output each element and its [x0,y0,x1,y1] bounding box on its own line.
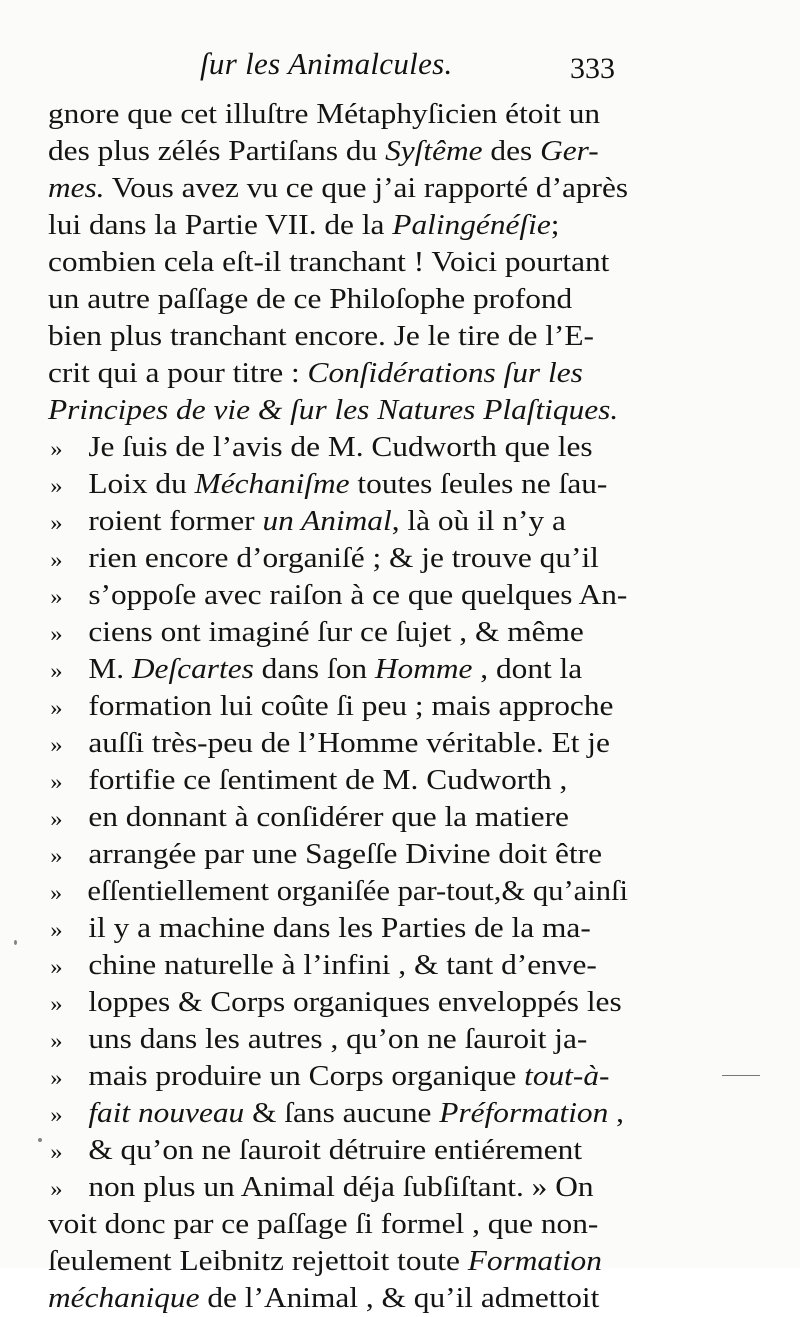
text-run: dans ſon [253,654,375,685]
text-line [48,355,628,392]
text-run: bien plus tranchant encore. Je le tire de l’E- [48,321,594,352]
text-run: voit donc par ce paſſage ſi formel , que non- [48,1209,599,1240]
quotation-mark: » [50,1176,63,1201]
text-run: arrangée par une Sageſſe Divine doit être [88,839,603,870]
quotation-mark: » [50,880,63,905]
quotation-mark: » [50,1065,63,1090]
italic-text: Homme [374,654,473,685]
text-run: rien encore d’organiſé ; & je trouve qu’il [88,543,599,574]
text-run: il y a machine dans les Parties de la ma- [88,913,591,944]
text-line [48,725,628,762]
italic-text: Méchaniſme [194,469,350,500]
text-line [48,133,628,170]
text-line [48,1058,628,1095]
text-run: & qu’on ne ſauroit détruire entiérement [88,1135,583,1166]
quotation-mark: » [50,510,63,535]
text-run: s’oppoſe avec raiſon à ce que quelques An- [88,580,628,611]
italic-text: Conſidérations ſur les [307,358,583,389]
quotation-mark: » [50,954,63,979]
text-line [48,873,628,910]
quotation-mark: » [50,1102,63,1127]
italic-text: mes. [48,173,105,204]
text-line [48,1169,628,1206]
text-run: uns dans les autres , qu’on ne ſauroit ja- [88,1024,588,1055]
quotation-mark: » [50,843,63,868]
italic-text: un Animal [262,506,392,537]
text-line [48,281,628,318]
text-run: , là où il n’y a [391,506,566,537]
quotation-mark: » [50,1139,63,1164]
text-run: fortifie ce ſentiment de M. Cudworth , [88,765,568,796]
text-line [48,1243,628,1280]
text-line [48,688,628,725]
text-line [48,1280,628,1317]
text-line [48,96,628,133]
ink-speck [38,1138,42,1142]
text-run: formation lui coûte ſi peu ; mais approche [88,691,614,722]
text-line [48,651,628,688]
text-line [48,1095,628,1132]
text-run: , dont la [472,654,583,685]
text-run: & ſans aucune [244,1098,440,1129]
text-run: loppes & Corps organiques enveloppés les [88,987,622,1018]
italic-text: Formation [467,1246,602,1277]
text-run: auſſi très-peu de l’Homme véritable. Et je [88,728,610,759]
text-run: en donnant à conſidérer que la matiere [88,802,569,833]
text-run: Vous avez vu ce que j’ai rapporté d’après [104,173,629,204]
body-text [48,96,628,1317]
text-run: chine naturelle à l’infini , & tant d’enve- [88,950,597,981]
quotation-mark: » [50,473,63,498]
italic-text: Préformation [439,1098,609,1129]
text-line [48,1206,628,1243]
quotation-mark: » [50,547,63,572]
text-run: de l’Animal , & qu’il admettoit [199,1283,600,1314]
text-run: combien cela eſt-il tranchant ! Voici pourtant [48,247,610,278]
text-line [48,540,628,577]
text-run: roient former [88,506,263,537]
text-run: , [608,1098,624,1129]
text-line [48,429,628,466]
text-line [48,244,628,281]
text-run: gnore que cet illuſtre Métaphyſicien étoit un [48,99,601,130]
quotation-mark: » [50,806,63,831]
text-run: ſeulement Leibnitz rejettoit toute [48,1246,468,1277]
text-run: des plus zélés Partiſans du [48,136,386,167]
italic-text: Syſtême [385,136,483,167]
text-line [48,318,628,355]
quotation-mark: » [50,436,63,461]
quotation-mark: » [50,991,63,1016]
text-line [48,1132,628,1169]
text-line [48,947,628,984]
text-run: ciens ont imaginé ſur ce ſujet , & même [88,617,584,648]
quotation-mark: » [50,621,63,646]
text-run: Loix du [88,469,195,500]
quotation-mark: » [50,695,63,720]
text-run: mais produire un Corps organique [88,1061,525,1092]
italic-text: méchanique [48,1283,200,1314]
page-number: 333 [570,52,615,85]
quotation-mark: » [50,658,63,683]
quotation-mark: » [50,769,63,794]
text-line [48,910,628,947]
italic-text: Ger- [540,136,599,167]
page-header [0,46,800,90]
quotation-mark: » [50,732,63,757]
text-line [48,170,628,207]
text-line [48,466,628,503]
text-line [48,392,628,429]
quotation-mark: » [50,1028,63,1053]
text-line [48,1021,628,1058]
quotation-mark: » [50,917,63,942]
text-run: non plus un Animal déja ſubſiſtant. » On [88,1172,594,1203]
text-line [48,984,628,1021]
text-run: toutes ſeules ne ſau- [349,469,608,500]
margin-mark [722,1075,760,1076]
text-run: des [482,136,541,167]
text-line [48,503,628,540]
italic-text: Deſcartes [131,654,254,685]
text-run: eſſentiellement organiſée par-tout,& qu’ainſi [87,876,628,907]
text-line [48,762,628,799]
running-title: ſur les Animalcules. [200,46,453,81]
text-run: M. [88,654,132,685]
ink-speck [14,940,17,945]
italic-text: Palingénéſie [392,210,551,241]
quotation-mark: » [50,584,63,609]
italic-text: fait nouveau [88,1098,245,1129]
text-line [48,207,628,244]
text-line [48,836,628,873]
text-line [48,799,628,836]
text-line [48,614,628,651]
italic-text: Principes de vie & ſur les Natures Plaſtiques. [48,395,619,426]
text-run: Je ſuis de l’avis de M. Cudworth que les [88,432,593,463]
text-run: crit qui a pour titre : [48,358,308,389]
text-line [48,577,628,614]
text-run: lui dans la Partie VII. de la [48,210,393,241]
text-run: un autre paſſage de ce Philoſophe profond [48,284,573,315]
text-run: ; [550,210,560,241]
italic-text: tout-à- [524,1061,610,1092]
